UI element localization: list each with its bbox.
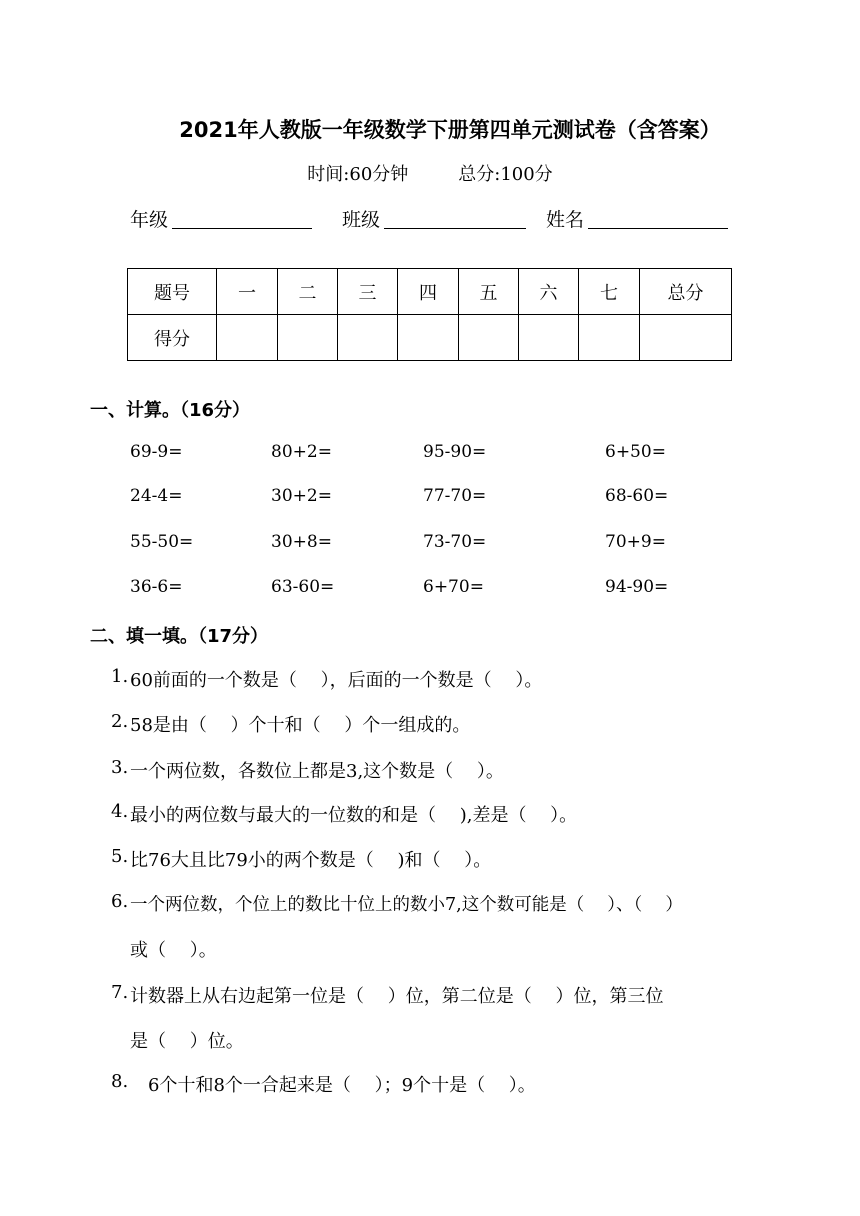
- score-table-header-cell: 二: [278, 269, 338, 315]
- question-number: 8.: [111, 1071, 129, 1092]
- grade-label: 年级: [130, 209, 169, 231]
- calc-problem: 55-50=: [130, 532, 194, 552]
- score-table-header-cell: 一: [217, 269, 278, 315]
- score-cell[interactable]: [338, 315, 398, 361]
- calc-problem: 6+50=: [605, 442, 666, 462]
- calc-problem: 80+2=: [271, 442, 332, 462]
- question-number: 3.: [111, 757, 129, 778]
- question-number: 4.: [111, 801, 129, 822]
- section1-heading: 一、计算。（16分）: [90, 400, 251, 421]
- score-cell[interactable]: [640, 315, 732, 361]
- question-text-continued: 或（ ）。: [130, 940, 217, 961]
- calc-problem: 94-90=: [605, 577, 669, 597]
- score-cell[interactable]: [217, 315, 278, 361]
- question-text: 60前面的一个数是（ ），后面的一个数是（ ）。: [130, 670, 543, 691]
- calc-problem: 77-70=: [423, 486, 487, 506]
- score-row-label: 得分: [128, 315, 217, 361]
- calc-problem: 70+9=: [605, 532, 666, 552]
- calc-problem: 30+8=: [271, 532, 332, 552]
- question-number: 6.: [111, 891, 129, 912]
- page-title: 2021年人教版一年级数学下册第四单元测试卷（含答案）: [179, 118, 721, 142]
- section2-heading: 二、填一填。（17分）: [90, 626, 269, 647]
- score-table-header-cell: 三: [338, 269, 398, 315]
- calc-problem: 73-70=: [423, 532, 487, 552]
- grade-blank[interactable]: [172, 228, 312, 229]
- question-text: 计数器上从右边起第一位是（ ）位，第二位是（ ）位，第三位: [130, 986, 664, 1007]
- calc-problem: 95-90=: [423, 442, 487, 462]
- score-table-header-row: [128, 269, 732, 315]
- question-text: 一个两位数，个位上的数比十位上的数小7,这个数可能是（ ）、（ ）: [130, 895, 683, 915]
- score-cell[interactable]: [459, 315, 519, 361]
- time-limit: 时间:60分钟: [307, 164, 409, 185]
- question-text: 58是由（ ）个十和（ ）个一组成的。: [130, 715, 471, 736]
- score-cell[interactable]: [579, 315, 640, 361]
- calc-problem: 69-9=: [130, 442, 183, 462]
- question-text: 一个两位数，各数位上都是3,这个数是（ ）。: [130, 761, 504, 782]
- class-label: 班级: [342, 209, 381, 231]
- score-table-header-cell: 总分: [640, 269, 732, 315]
- score-table-header-cell: 七: [579, 269, 640, 315]
- question-number: 1.: [111, 666, 129, 687]
- score-table-header-cell: 六: [519, 269, 579, 315]
- question-number: 7.: [111, 982, 129, 1003]
- calc-problem: 36-6=: [130, 577, 183, 597]
- exam-meta: [0, 160, 860, 186]
- score-cell[interactable]: [278, 315, 338, 361]
- calc-problem: 6+70=: [423, 577, 484, 597]
- calc-problem: 68-60=: [605, 486, 669, 506]
- name-blank[interactable]: [588, 228, 728, 229]
- score-table-header-cell: 四: [398, 269, 459, 315]
- question-text: 6个十和8个一合起来是（ ）；9个十是（ ）。: [148, 1075, 536, 1096]
- calc-problem: 30+2=: [271, 486, 332, 506]
- score-table: [127, 268, 732, 361]
- score-cell[interactable]: [398, 315, 459, 361]
- question-number: 2.: [111, 711, 129, 732]
- class-blank[interactable]: [384, 228, 526, 229]
- question-text-continued: 是（ ）位。: [130, 1031, 244, 1052]
- total-score: 总分:100分: [458, 164, 553, 185]
- calc-problem: 24-4=: [130, 486, 183, 506]
- score-cell[interactable]: [519, 315, 579, 361]
- question-text: 比76大且比79小的两个数是（ )和（ ）。: [130, 850, 492, 871]
- score-table-header-cell: 五: [459, 269, 519, 315]
- name-label: 姓名: [546, 209, 585, 231]
- question-number: 5.: [111, 846, 129, 867]
- question-text: 最小的两位数与最大的一位数的和是（ ),差是（ ）。: [130, 805, 578, 826]
- calc-problem: 63-60=: [271, 577, 335, 597]
- score-table-header-cell: 题号: [128, 269, 217, 315]
- score-table-score-row: [128, 315, 732, 361]
